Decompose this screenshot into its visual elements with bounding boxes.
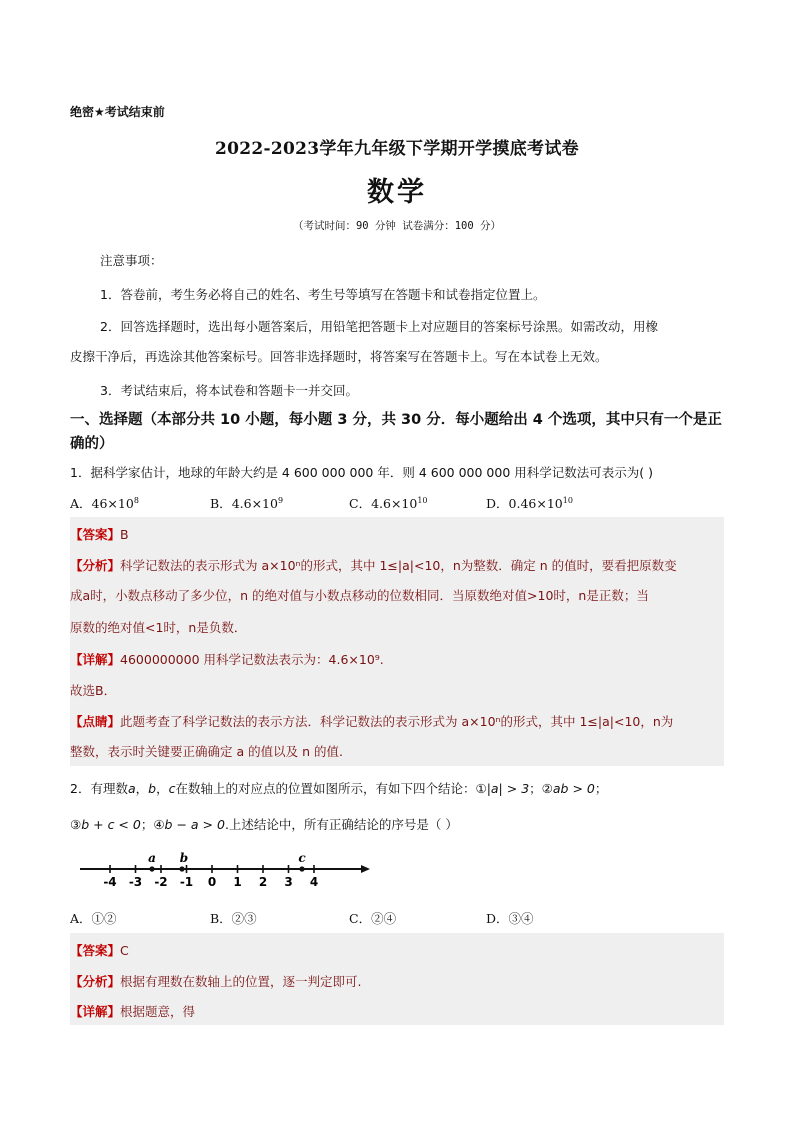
answer-tag: 【答案】 (70, 943, 121, 958)
point-text: 此题考查了科学记数法的表示方法．科学记数法的表示形式为 a×10ⁿ的形式，其中 1≤|a|<10，n为 (120, 714, 674, 729)
q1-option-d (486, 494, 573, 512)
condition-3: b + c < 0 (81, 817, 141, 832)
option-exponent: 10 (417, 496, 428, 505)
analysis-text: 根据有理数在数轴上的位置，逐一判定即可. (120, 974, 362, 989)
q2-stem-text: .上述结论中，所有正确结论的序号是（ ） (224, 817, 458, 832)
q1-detail (70, 650, 384, 668)
separator: ；④ (140, 817, 165, 832)
q2-option-b: B．②③ (210, 911, 257, 926)
q1-analysis-line-3: 原数的绝对值<1时，n是负数． (70, 620, 247, 635)
answer-tag: 【答案】 (70, 527, 121, 542)
number-line-tick-label: 0 (207, 875, 217, 889)
number-line-tick-label: 3 (284, 875, 293, 889)
q2-option-c: C．②④ (349, 911, 397, 926)
q2-stem-line-2 (70, 815, 458, 833)
q1-answer (70, 525, 129, 543)
confidential-label: 绝密★考试结束前 (70, 105, 165, 119)
number-line-tick-label: -1 (179, 875, 194, 889)
option-base: 46×10 (91, 496, 134, 511)
separator: ；② (529, 781, 553, 796)
detail-text: 4600000000 用科学记数法表示为：4.6×10⁹. (120, 652, 384, 667)
q2-stem-text: 2．有理数 (70, 781, 128, 796)
condition-4: b − a > 0 (164, 817, 225, 832)
detail-tag: 【详解】 (70, 652, 121, 667)
q1-choice: 故选B． (70, 683, 117, 698)
number-line-tick-label: 2 (258, 875, 268, 889)
option-label: D． (486, 496, 509, 511)
q2-detail (70, 1002, 195, 1020)
q1-analysis-line-2: 成a时，小数点移动了多少位，n 的绝对值与小数点移动的位数相同．当原数绝对值>10时，n是正数；当 (70, 588, 649, 603)
var-b: b (148, 781, 157, 796)
exam-title: 2022-2023学年九年级下学期开学摸底考试卷 (215, 139, 579, 159)
point-b-label: b (179, 851, 189, 865)
separator: ， (135, 781, 149, 796)
separator: ， (156, 781, 169, 796)
analysis-tag: 【分析】 (70, 558, 121, 573)
var-c: c (168, 781, 176, 796)
option-exponent: 10 (562, 496, 573, 505)
number-line-tick-label: -3 (128, 875, 143, 889)
q2-option-a: A．①② (70, 911, 117, 926)
q1-point-line-2: 整数，表示时关键要正确确定 a 的值以及 n 的值. (70, 744, 343, 759)
number-line-labels (103, 875, 318, 889)
q2-analysis (70, 972, 362, 990)
q1-stem: 1．据科学家估计，地球的年龄大约是 4 600 000 000 年．则 4 600 000 000 用科学记数法可表示为( ) (70, 465, 653, 480)
option-base: 0.46×10 (508, 496, 563, 511)
notice-item-1: 1．答卷前，考生务必将自己的姓名、考生号等填写在答题卡和试卷指定位置上。 (100, 287, 546, 302)
option-base: 4.6×10 (231, 496, 278, 511)
option-label: A． (70, 496, 92, 511)
option-exponent: 8 (133, 496, 139, 505)
option-label: B． (210, 496, 232, 511)
notice-item-3: 3．考试结束后，将本试卷和答题卡一并交回。 (100, 383, 358, 398)
circled-3: ③ (70, 817, 82, 832)
number-line-arrow (361, 865, 370, 873)
point-c-dot (299, 866, 304, 871)
q2-option-d: D．③④ (486, 911, 534, 926)
section-title: 一、选择题（本部分共 10 小题，每小题 3 分，共 30 分．每小题给出 4 个选项，其中只有一个是正确的） (70, 412, 722, 452)
var-a: a (127, 781, 136, 796)
notice-item-2-line-2: 皮擦干净后，再选涂其他答案标号。回答非选择题时，将答案写在答题卡上。写在本试卷上无效。 (70, 349, 608, 364)
point-a-label: a (148, 851, 156, 865)
q2-answer (70, 941, 129, 959)
number-line-tick-label: -4 (103, 875, 117, 889)
point-b-dot (179, 866, 184, 871)
q1-option-b (210, 494, 283, 512)
analysis-tag: 【分析】 (70, 974, 121, 989)
answer-value: C (120, 943, 129, 958)
condition-2: ab > 0 (552, 781, 595, 796)
option-exponent: 9 (277, 496, 284, 505)
number-line-tick-label: -2 (154, 875, 168, 889)
condition-1: |a| > 3 (486, 781, 530, 796)
notice-heading: 注意事项： (100, 253, 163, 268)
detail-tag: 【详解】 (70, 1004, 121, 1019)
separator: ； (594, 781, 608, 796)
option-label: C． (349, 496, 372, 511)
answer-value: B (120, 527, 129, 542)
q2-stem-text: 在数轴上的对应点的位置如图所示，有如下四个结论：① (175, 781, 487, 796)
point-a-dot (149, 866, 154, 871)
number-line-tick-label: 4 (309, 875, 319, 889)
subject-title: 数学 (367, 177, 427, 208)
number-line-figure (80, 850, 380, 890)
exam-meta: （考试时间：90 分钟 试卷满分：100 分） (292, 220, 502, 232)
number-line-tick-label: 1 (233, 875, 242, 889)
option-base: 4.6×10 (371, 496, 418, 511)
point-c-label: c (298, 851, 306, 865)
q1-analysis-line-1 (70, 556, 677, 574)
detail-text: 根据题意，得 (120, 1004, 196, 1019)
q1-option-a (70, 494, 139, 512)
point-tag: 【点睛】 (70, 714, 121, 729)
q1-point-line-1 (70, 712, 673, 730)
q1-option-c (349, 494, 428, 512)
analysis-text: 科学记数法的表示形式为 a×10ⁿ的形式，其中 1≤|a|<10，n为整数．确定 n 的值时，要看把原数变 (120, 558, 677, 573)
q2-stem-line-1 (70, 779, 607, 797)
notice-item-2-line-1: 2．回答选择题时，选出每小题答案后，用铅笔把答题卡上对应题目的答案标号涂黑。如需改动，用橡 (100, 319, 658, 334)
